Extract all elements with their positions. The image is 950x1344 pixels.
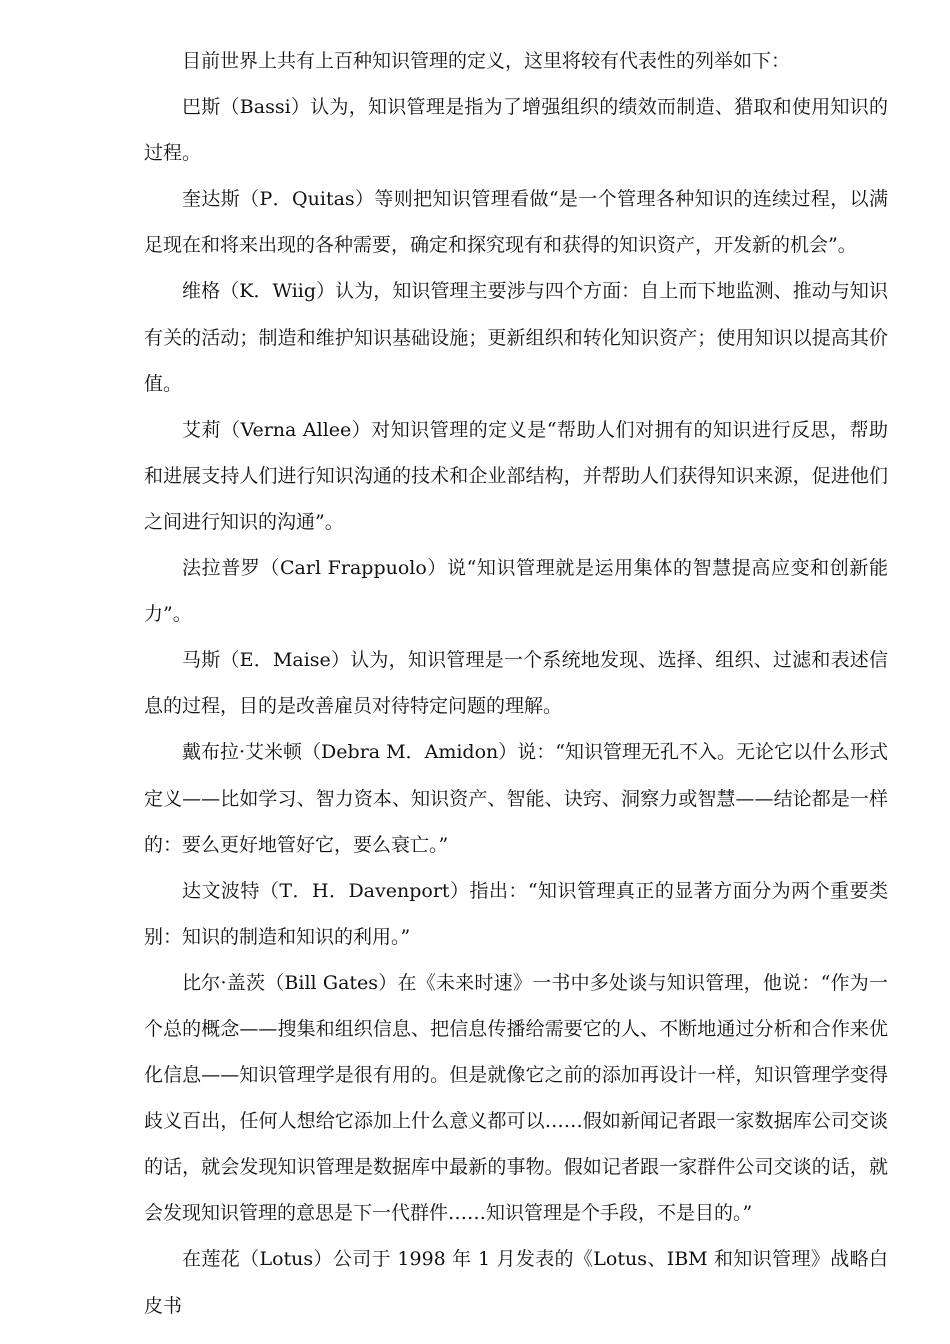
paragraph-intro: 目前世界上共有上百种知识管理的定义，这里将较有代表性的列举如下： — [182, 50, 791, 72]
paragraph-allee: 艾莉（Verna Allee）对知识管理的定义是“帮助人们对拥有的知识进行反思，帮助和进展支持人们进行知识沟通的技术和企业部结构，并帮助人们获得知识来源，促进他们之间进行知识的沟通”。 — [144, 418, 888, 533]
paragraph-gates: 比尔·盖茨（Bill Gates）在《未来时速》一书中多处谈与知识管理，他说：“作为一个总的概念——搜集和组织信息、把信息传播给需要它的人、不断地通过分析和合作来优化信息——知识管理学是很有用的。但是就像它之前的添加再设计一样，知识管理学变得歧义百出，任何人想给它添加上什么意义都可以……假如新闻记者跟一家数据库公司交谈的话，就会发现知识管理是数据库中最新的事物。假如记者跟一家群件公司交谈的话，就会发现知识管理的意思是下一代群件……知识管理是个手段，不是目的。” — [144, 971, 888, 1225]
paragraph-maise: 马斯（E．Maise）认为，知识管理是一个系统地发现、选择、组织、过滤和表述信息的过程，目的是改善雇员对待特定问题的理解。 — [144, 649, 888, 718]
paragraph-bassi: 巴斯（Bassi）认为，知识管理是指为了增强组织的绩效而制造、猎取和使用知识的过程。 — [144, 96, 888, 165]
paragraph-lotus: 在莲花（Lotus）公司于 1998 年 1 月发表的《Lotus、IBM 和知识管理》战略白皮书 — [144, 1248, 888, 1317]
paragraph-quitas: 奎达斯（P．Quitas）等则把知识管理看做“是一个管理各种知识的连续过程，以满足现在和将来出现的各种需要，确定和探究现有和获得的知识资产，开发新的机会”。 — [144, 188, 888, 257]
paragraph-wiig: 维格（K．Wiig）认为，知识管理主要涉与四个方面：自上而下地监测、推动与知识有关的活动；制造和维护知识基础设施；更新组织和转化知识资产；使用知识以提高其价值。 — [144, 280, 888, 395]
paragraph-frappuolo: 法拉普罗（Carl Frappuolo）说“知识管理就是运用集体的智慧提高应变和创新能力”。 — [144, 557, 888, 626]
document-page — [144, 38, 888, 1329]
paragraph-amidon: 戴布拉·艾米顿（Debra M．Amidon）说：“知识管理无孔不入。无论它以什么形式定义——比如学习、智力资本、知识资产、智能、诀窍、洞察力或智慧——结论都是一样的：要么更好地管好它，要么衰亡。” — [144, 741, 888, 856]
paragraph-davenport: 达文波特（T．H．Davenport）指出：“知识管理真正的显著方面分为两个重要类别：知识的制造和知识的利用。” — [144, 879, 888, 948]
